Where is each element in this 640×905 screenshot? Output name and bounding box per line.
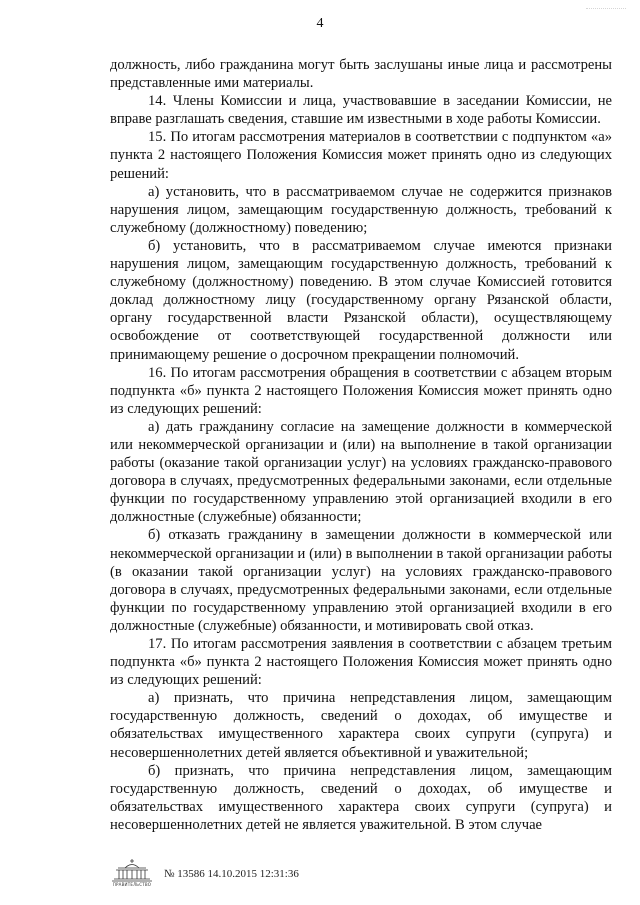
paragraph: 14. Члены Комиссии и лица, участвовавшие в заседании Комиссии, не вправе разглашать сведения, ставшие им известными в ходе работы Комиссии. [110, 93, 612, 128]
paragraph: должность, либо гражданина могут быть заслушаны иные лица и рассмотрены представленные ими материалы. [110, 57, 612, 92]
paragraph: а) признать, что причина непредставления лицом, замещающим государственную должность, сведений о доходах, об имуществе и обязательствах имущественного характера своих супруги (супруга) и несовершеннолетних детей является объективной и уважительной; [110, 690, 612, 761]
paragraph: 17. По итогам рассмотрения заявления в соответствии с абзацем третьим подпункта «б» пункта 2 настоящего Положения Комиссия может принять одно из следующих решений: [110, 636, 612, 689]
registration-stamp: № 13586 14.10.2015 12:31:36 [164, 868, 299, 880]
paragraph: 16. По итогам рассмотрения обращения в соответствии с абзацем вторым подпункта «б» пункта 2 настоящего Положения Комиссия может принять одно из следующих решений: [110, 364, 612, 417]
logo-text: ПРАВИТЕЛЬСТВО [112, 882, 152, 887]
paragraph: б) признать, что причина непредставления лицом, замещающим государственную должность, сведений о доходах, об имуществе и обязательствах имущественного характера своих супруги (супруга) и несовершеннолетних детей не является уважительной. В этом случае [110, 762, 612, 833]
paragraph: а) дать гражданину согласие на замещение должности в коммерческой или некоммерческой организации и (или) на выполнение в такой организации работы (оказание такой организации услуг) на условиях гражданско-правового договора в случаях, предусмотренных федеральными законами, если отдельные функции по государственному управлению этой организацией входили в его должностные (служебные) обязанности; [110, 418, 612, 526]
document-footer [110, 858, 410, 892]
page-number: 4 [316, 16, 324, 31]
paragraph: б) отказать гражданину в замещении должности в коммерческой или некоммерческой организации и (или) в выполнении в такой организации работы (в оказании такой организации услуг) на условиях гражданско-правового договора в случаях, предусмотренных федеральными законами, если отдельные функции по государственному управлению этой организацией входили в его должностные (служебные) обязанности, и мотивировать свой отказ. [110, 527, 612, 634]
paragraph: а) установить, что в рассматриваемом случае не содержится признаков нарушения лицом, замещающим государственную должность, требований к служебному (должностному) поведению; [110, 183, 612, 236]
scan-artifact [586, 8, 626, 15]
document-body [110, 56, 612, 834]
paragraph: б) установить, что в рассматриваемом случае имеются признаки нарушения лицом, замещающим государственную должность, требований к служебному (должностному) поведению. В этом случае Комиссией готовится доклад должностному лицу (государственному органу Рязанской области, органу государственной власти Рязанской области), осуществляющему освобождение от соответствующей государственной должности или принимающему решение о досрочном прекращении полномочий. [110, 237, 612, 363]
government-building-icon [110, 858, 154, 890]
paragraph: 15. По итогам рассмотрения материалов в соответствии с подпунктом «а» пункта 2 настоящего Положения Комиссия может принять одно из следующих решений: [110, 129, 612, 182]
